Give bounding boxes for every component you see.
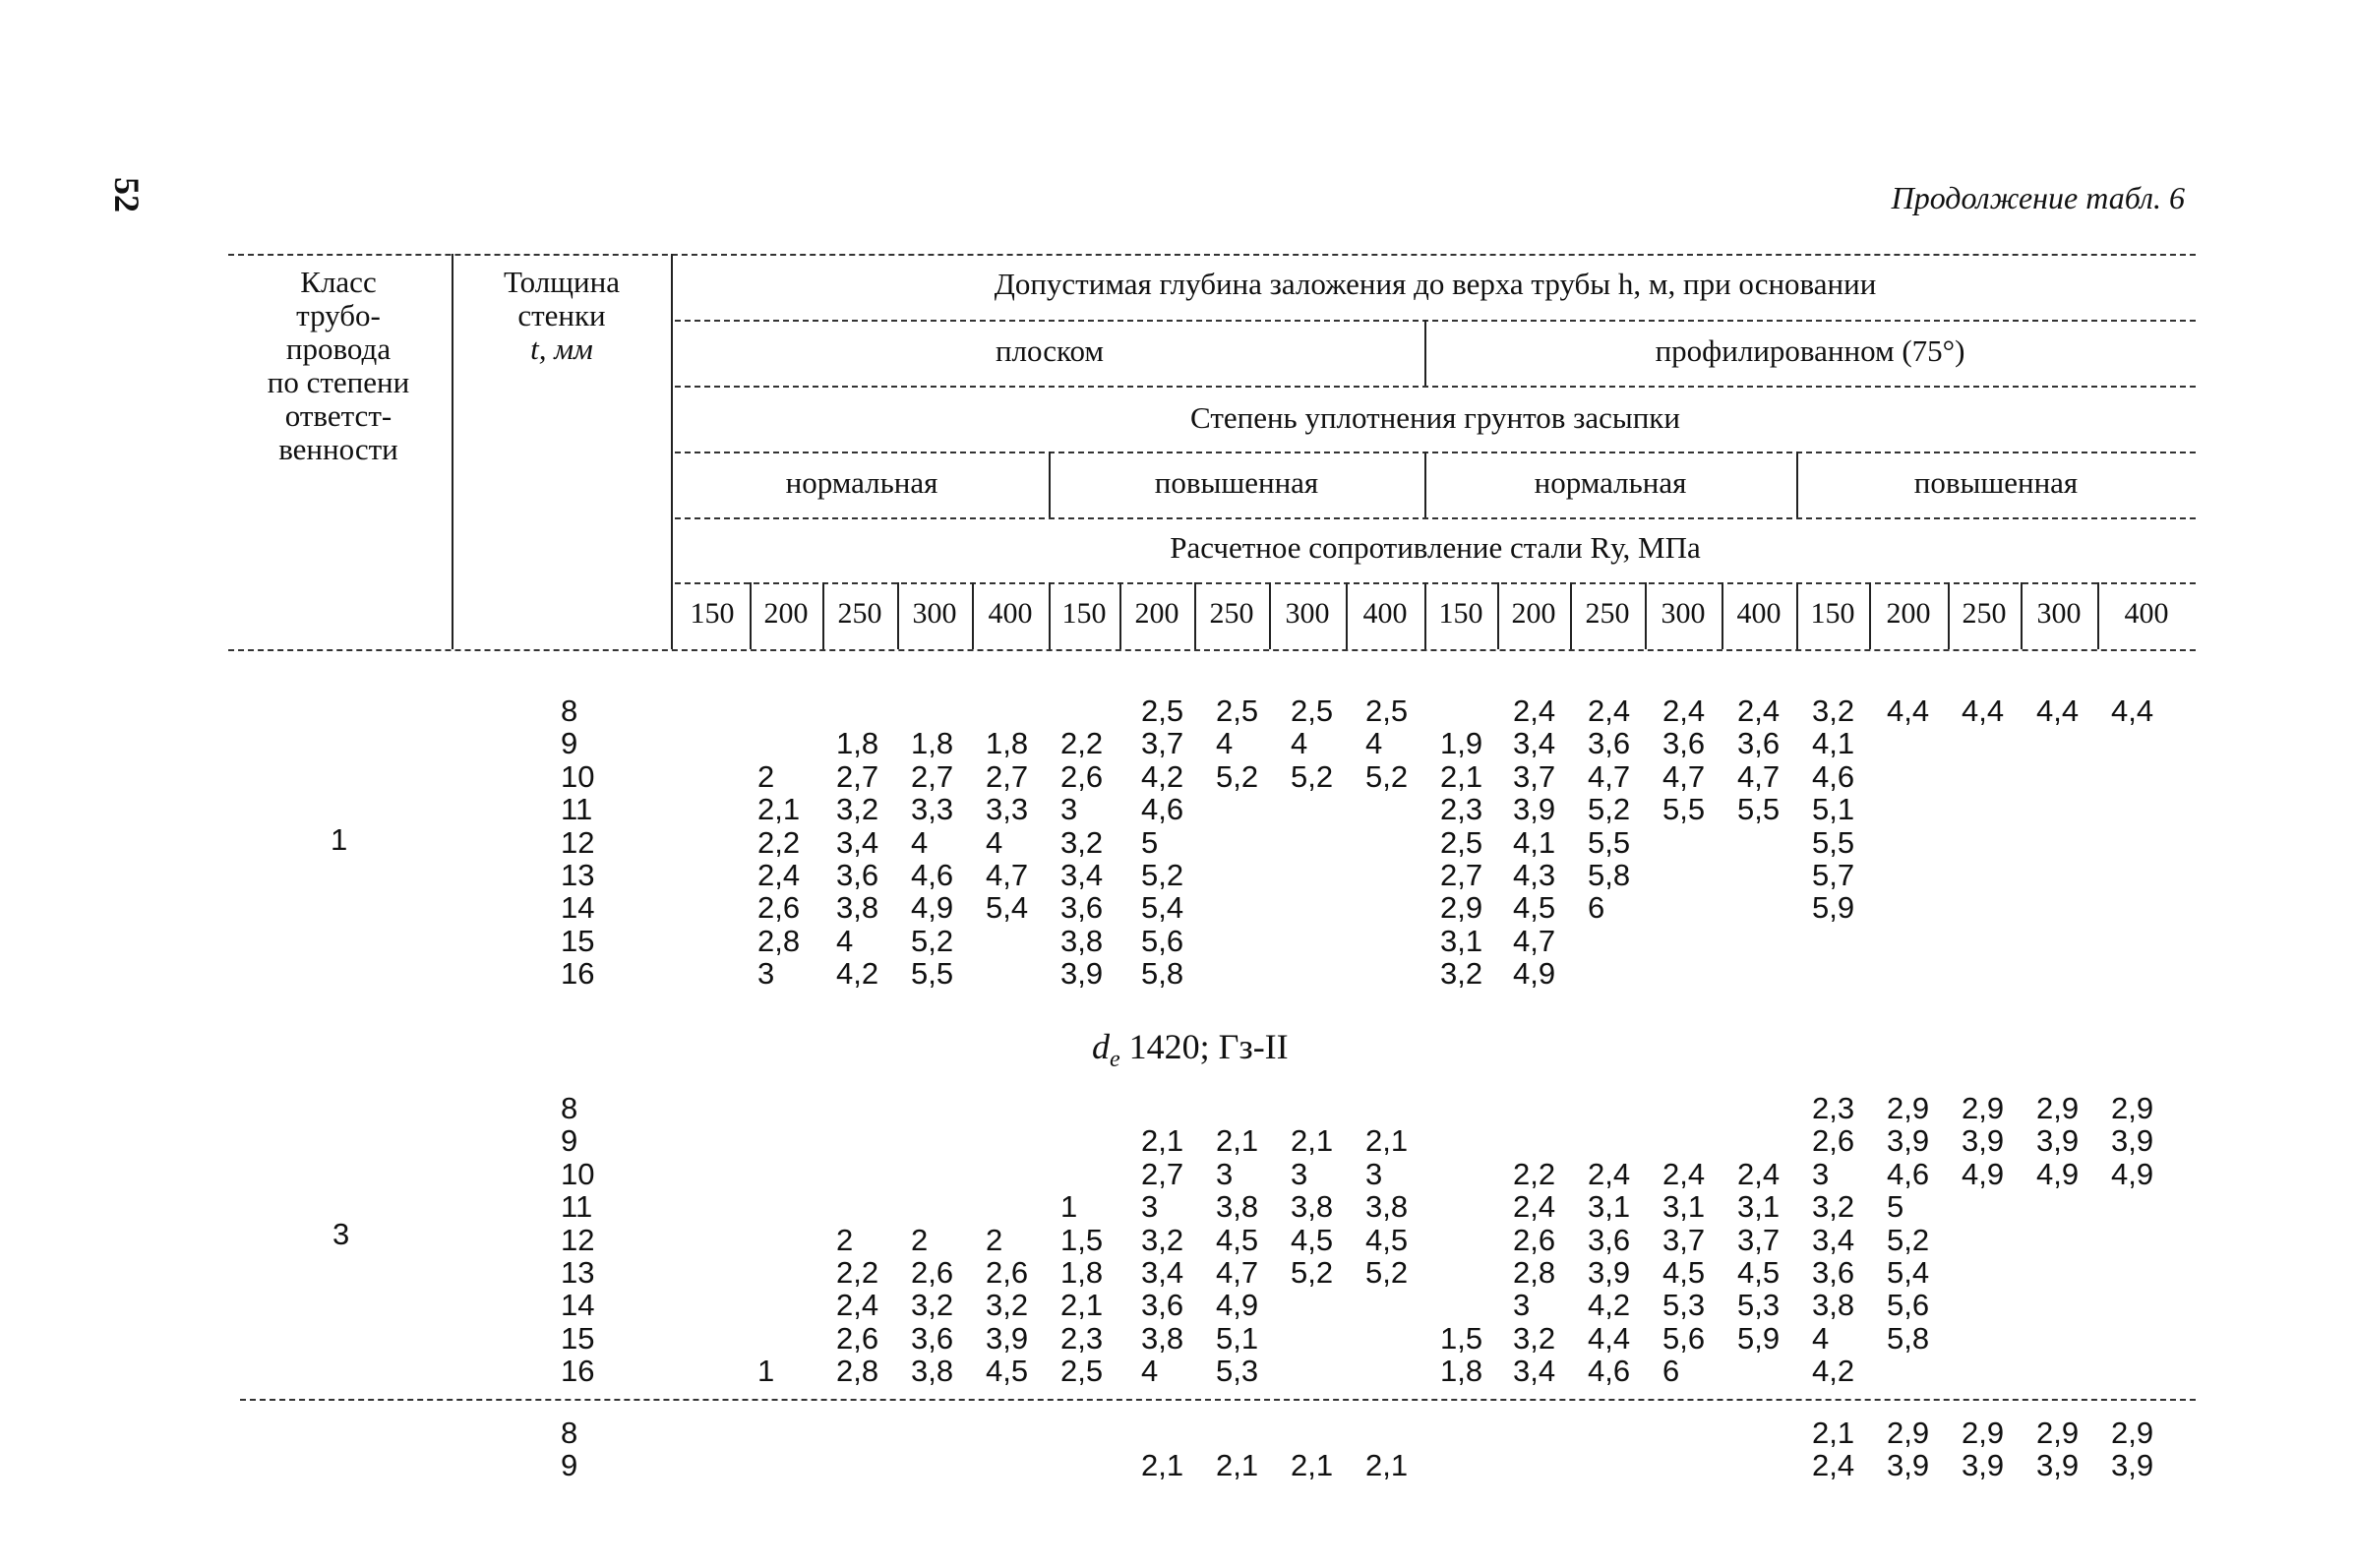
depth-value: 3,1	[1588, 1189, 1631, 1225]
depth-value: 1,8	[986, 726, 1029, 761]
ry-value: 200	[1134, 597, 1179, 630]
thickness-value: 9	[561, 726, 578, 761]
depth-value: 2,1	[1060, 1288, 1104, 1323]
depth-value: 2,2	[836, 1255, 879, 1290]
depth-value: 5,9	[1812, 890, 1855, 926]
depth-value: 4	[1365, 726, 1383, 761]
depth-value: 3,8	[836, 890, 879, 926]
depth-value: 2,5	[1365, 694, 1409, 728]
depth-value: 3,9	[1513, 792, 1556, 827]
thickness-value: 16	[561, 1354, 595, 1389]
depth-value: 3,9	[2036, 1448, 2080, 1483]
depth-value: 2,1	[1365, 1448, 1409, 1483]
depth-value: 4,5	[1365, 1222, 1409, 1257]
depth-value: 2,9	[1962, 1416, 2005, 1450]
depth-value: 5,4	[1141, 890, 1184, 926]
depth-value: 3,1	[1662, 1189, 1706, 1225]
depth-value: 4,5	[1513, 890, 1556, 926]
thickness-value: 10	[561, 1156, 595, 1191]
depth-value: 4,6	[1887, 1156, 1930, 1191]
depth-value: 5,2	[1365, 758, 1409, 794]
depth-value: 2,3	[1440, 792, 1483, 827]
depth-value: 4,6	[1812, 758, 1855, 794]
depth-value: 4,5	[986, 1354, 1029, 1389]
depth-value: 2,1	[1141, 1448, 1184, 1483]
depth-value: 3,8	[1216, 1189, 1259, 1225]
depth-value: 5,8	[1141, 956, 1184, 992]
ry-value: 250	[837, 597, 882, 630]
depth-value: 5,2	[1588, 792, 1631, 827]
header-rule	[675, 582, 2196, 584]
ry-value: 150	[1438, 597, 1483, 630]
depth-value: 2,8	[836, 1354, 879, 1389]
depth-value: 1	[1060, 1189, 1078, 1225]
ry-value: 200	[1886, 597, 1931, 630]
depth-value: 2,9	[1962, 1091, 2005, 1125]
depth-value: 2,2	[1060, 726, 1104, 761]
depth-value: 3,2	[1141, 1222, 1184, 1257]
depth-value: 3,9	[1962, 1448, 2005, 1483]
depth-value: 2,5	[1216, 694, 1259, 728]
depth-value: 5,8	[1887, 1320, 1930, 1356]
depth-value: 3	[1513, 1288, 1531, 1323]
depth-value: 3,9	[1060, 956, 1104, 992]
depth-value: 3,6	[1662, 726, 1706, 761]
depth-value: 4,7	[1588, 758, 1631, 794]
depth-value: 3,9	[1588, 1255, 1631, 1290]
depth-value: 5	[1141, 824, 1159, 860]
depth-value: 3,2	[1513, 1320, 1556, 1356]
thickness-value: 16	[561, 956, 595, 992]
depth-value: 6	[1588, 890, 1605, 926]
header-top-rule	[228, 254, 2196, 256]
depth-value: 2,3	[1060, 1320, 1104, 1356]
depth-value: 3,1	[1440, 923, 1483, 958]
depth-value: 3,6	[1588, 726, 1631, 761]
depth-value: 2,4	[1513, 694, 1556, 728]
depth-value: 3,8	[1812, 1288, 1855, 1323]
depth-value: 4,4	[1962, 694, 2005, 728]
depth-value: 5,4	[986, 890, 1029, 926]
depth-value: 2,5	[1060, 1354, 1104, 1389]
depth-value: 2,9	[1887, 1416, 1930, 1450]
depth-value: 5,6	[1141, 923, 1184, 958]
depth-value: 4,5	[1291, 1222, 1334, 1257]
depth-value: 5,2	[1141, 858, 1184, 892]
depth-value: 4,9	[1513, 956, 1556, 992]
thickness-value: 11	[561, 792, 593, 827]
header-rule	[675, 452, 2196, 453]
ry-value: 400	[1736, 597, 1782, 630]
depth-value: 3	[1291, 1156, 1308, 1191]
depth-value: 2,4	[1588, 1156, 1631, 1191]
header-compaction: Степень уплотнения грунтов засыпки	[1190, 400, 1680, 435]
depth-value: 3,6	[911, 1320, 954, 1356]
depth-value: 2	[911, 1222, 929, 1257]
depth-value: 3,8	[1365, 1189, 1409, 1225]
thickness-value: 9	[561, 1448, 578, 1483]
page-number: 52	[107, 177, 147, 212]
depth-value: 5,5	[1662, 792, 1706, 827]
ry-value: 150	[1810, 597, 1855, 630]
depth-value: 5,5	[1812, 824, 1855, 860]
depth-value: 3,8	[1291, 1189, 1334, 1225]
depth-value: 5,1	[1812, 792, 1855, 827]
depth-value: 4,7	[1216, 1255, 1259, 1290]
section-title: $d_e$ 1420; Гз-II	[1092, 1027, 1289, 1073]
depth-value: 5,2	[1216, 758, 1259, 794]
depth-value: 2,7	[986, 758, 1029, 794]
depth-value: 5	[1887, 1189, 1904, 1225]
ry-value: 150	[690, 597, 735, 630]
depth-value: 1	[757, 1354, 775, 1389]
depth-value: 3	[1060, 792, 1078, 827]
depth-value: 1,5	[1060, 1222, 1104, 1257]
depth-value: 4,1	[1812, 726, 1855, 761]
ry-value: 400	[2124, 597, 2169, 630]
depth-value: 4,3	[1513, 858, 1556, 892]
depth-value: 4,5	[1216, 1222, 1259, 1257]
depth-value: 2,1	[1141, 1123, 1184, 1159]
depth-value: 2,6	[911, 1255, 954, 1290]
depth-value: 4,9	[911, 890, 954, 926]
depth-value: 2,4	[1737, 694, 1781, 728]
depth-value: 3,9	[2111, 1123, 2154, 1159]
depth-value: 6	[1662, 1354, 1680, 1389]
depth-value: 4,6	[1141, 792, 1184, 827]
depth-value: 3,4	[1513, 726, 1556, 761]
depth-value: 5,6	[1662, 1320, 1706, 1356]
col-divider	[671, 254, 673, 649]
continuation-caption: Продолжение табл. 6	[1891, 180, 2185, 215]
col-divider	[452, 254, 453, 649]
depth-value: 2,4	[836, 1288, 879, 1323]
depth-value: 3,7	[1141, 726, 1184, 761]
depth-value: 3,8	[1141, 1320, 1184, 1356]
header-rule	[675, 320, 2196, 322]
depth-value: 2,8	[757, 923, 801, 958]
depth-value: 3,9	[1887, 1448, 1930, 1483]
depth-value: 3,6	[1588, 1222, 1631, 1257]
depth-value: 3,4	[1513, 1354, 1556, 1389]
depth-value: 2,6	[836, 1320, 879, 1356]
depth-value: 5,3	[1737, 1288, 1781, 1323]
depth-value: 1,5	[1440, 1320, 1483, 1356]
ry-value: 150	[1061, 597, 1107, 630]
depth-value: 2,6	[757, 890, 801, 926]
depth-value: 3,7	[1513, 758, 1556, 794]
header-class: Класс трубо- провода по степени ответст- венности	[267, 265, 410, 466]
depth-value: 4,2	[1588, 1288, 1631, 1323]
class-label: 3	[332, 1217, 350, 1251]
depth-value: 3,1	[1737, 1189, 1781, 1225]
ry-value: 300	[1661, 597, 1706, 630]
ry-value: 300	[2036, 597, 2082, 630]
depth-value: 2,5	[1141, 694, 1184, 728]
depth-value: 3,6	[1812, 1255, 1855, 1290]
depth-value: 4	[1216, 726, 1234, 761]
depth-value: 4	[1291, 726, 1308, 761]
thickness-value: 11	[561, 1189, 593, 1225]
depth-value: 3,4	[1141, 1255, 1184, 1290]
depth-value: 3,6	[1060, 890, 1104, 926]
depth-value: 3,9	[1962, 1123, 2005, 1159]
depth-value: 3,9	[986, 1320, 1029, 1356]
depth-value: 5,2	[1291, 1255, 1334, 1290]
depth-value: 2,7	[1440, 858, 1483, 892]
header-rule	[675, 517, 2196, 519]
depth-value: 4,2	[1141, 758, 1184, 794]
depth-value: 3,7	[1737, 1222, 1781, 1257]
header-thickness: Толщина стенки t, мм	[504, 265, 620, 366]
depth-value: 2,4	[757, 858, 801, 892]
depth-value: 3,2	[1060, 824, 1104, 860]
depth-value: 3,2	[1440, 956, 1483, 992]
depth-value: 2,1	[1216, 1448, 1259, 1483]
depth-value: 5,9	[1737, 1320, 1781, 1356]
class-label: 1	[331, 822, 348, 857]
depth-value: 5,2	[1291, 758, 1334, 794]
depth-value: 3,4	[1812, 1222, 1855, 1257]
thickness-value: 14	[561, 1288, 595, 1323]
depth-value: 5,2	[911, 923, 954, 958]
depth-value: 4,7	[1737, 758, 1781, 794]
depth-value: 3,8	[1060, 923, 1104, 958]
depth-value: 2,6	[1513, 1222, 1556, 1257]
depth-value: 4,4	[2111, 694, 2154, 728]
depth-value: 5,6	[1887, 1288, 1930, 1323]
ry-value: 200	[1511, 597, 1556, 630]
depth-value: 2,1	[1812, 1416, 1855, 1450]
depth-value: 3,4	[836, 824, 879, 860]
thickness-value: 12	[561, 824, 595, 860]
header-main: Допустимая глубина заложения до верха трубы h, м, при основании	[994, 267, 1877, 301]
thickness-value: 12	[561, 1222, 595, 1257]
depth-value: 2,5	[1440, 824, 1483, 860]
header-increased: повышенная	[1154, 465, 1319, 500]
thickness-value: 8	[561, 1416, 578, 1450]
depth-value: 5,3	[1216, 1354, 1259, 1389]
depth-value: 2	[836, 1222, 854, 1257]
depth-value: 5,5	[1737, 792, 1781, 827]
depth-value: 2,4	[1662, 694, 1706, 728]
ry-value: 400	[988, 597, 1033, 630]
thickness-value: 15	[561, 1320, 595, 1356]
depth-value: 2,6	[1812, 1123, 1855, 1159]
depth-value: 3	[1141, 1189, 1159, 1225]
thickness-value: 14	[561, 890, 595, 926]
depth-value: 3,2	[1812, 1189, 1855, 1225]
depth-value: 2,2	[1513, 1156, 1556, 1191]
depth-value: 2	[986, 1222, 1003, 1257]
depth-value: 2,4	[1513, 1189, 1556, 1225]
ry-value: 250	[1585, 597, 1630, 630]
depth-value: 5,4	[1887, 1255, 1930, 1290]
header-flat: плоском	[995, 333, 1105, 368]
depth-value: 5,5	[911, 956, 954, 992]
depth-value: 3,4	[1060, 858, 1104, 892]
depth-value: 2,6	[1060, 758, 1104, 794]
depth-value: 2,4	[1737, 1156, 1781, 1191]
depth-value: 2,1	[1365, 1123, 1409, 1159]
depth-value: 3,6	[1141, 1288, 1184, 1323]
depth-value: 1,8	[1440, 1354, 1483, 1389]
depth-value: 3,9	[2036, 1123, 2080, 1159]
depth-value: 3,2	[986, 1288, 1029, 1323]
depth-value: 4,9	[2111, 1156, 2154, 1191]
header-profiled: профилированном (75°)	[1655, 333, 1965, 368]
depth-value: 5,5	[1588, 824, 1631, 860]
depth-value: 1,8	[836, 726, 879, 761]
depth-value: 5,7	[1812, 858, 1855, 892]
depth-value: 2,3	[1812, 1091, 1855, 1125]
depth-value: 4,5	[1662, 1255, 1706, 1290]
depth-value: 2,9	[1440, 890, 1483, 926]
depth-value: 4,4	[2036, 694, 2080, 728]
depth-value: 5,2	[1365, 1255, 1409, 1290]
depth-value: 4,9	[1216, 1288, 1259, 1323]
depth-value: 2,7	[911, 758, 954, 794]
depth-value: 4	[986, 824, 1003, 860]
depth-value: 2,4	[1662, 1156, 1706, 1191]
header-bottom-rule	[228, 649, 2196, 651]
depth-value: 4,2	[1812, 1354, 1855, 1389]
depth-value: 3,8	[911, 1354, 954, 1389]
ry-value: 400	[1362, 597, 1408, 630]
depth-value: 2,4	[1812, 1448, 1855, 1483]
depth-value: 3,3	[986, 792, 1029, 827]
ry-value: 250	[1209, 597, 1254, 630]
ry-value: 300	[912, 597, 957, 630]
depth-value: 4	[911, 824, 929, 860]
depth-value: 4,5	[1737, 1255, 1781, 1290]
depth-value: 4	[1812, 1320, 1830, 1356]
depth-value: 5,3	[1662, 1288, 1706, 1323]
header-normal: нормальная	[785, 465, 938, 500]
depth-value: 3,2	[1812, 694, 1855, 728]
depth-value: 3,2	[911, 1288, 954, 1323]
depth-value: 5,8	[1588, 858, 1631, 892]
thickness-value: 13	[561, 1255, 595, 1290]
depth-value: 2,7	[1141, 1156, 1184, 1191]
depth-value: 4,7	[1513, 923, 1556, 958]
depth-value: 2,1	[757, 792, 801, 827]
depth-value: 2,9	[1887, 1091, 1930, 1125]
ry-value: 250	[1962, 597, 2007, 630]
depth-value: 3,6	[1737, 726, 1781, 761]
block-separator	[240, 1399, 2196, 1401]
depth-value: 5,2	[1887, 1222, 1930, 1257]
depth-value: 3	[1812, 1156, 1830, 1191]
depth-value: 4,9	[1962, 1156, 2005, 1191]
depth-value: 3,9	[2111, 1448, 2154, 1483]
thickness-value: 8	[561, 694, 578, 728]
header-increased: повышенная	[1913, 465, 2079, 500]
depth-value: 2,9	[2036, 1416, 2080, 1450]
depth-value: 1,8	[1060, 1255, 1104, 1290]
depth-value: 3	[757, 956, 775, 992]
thickness-value: 9	[561, 1123, 578, 1159]
thickness-value: 10	[561, 758, 595, 794]
depth-value: 4	[1141, 1354, 1159, 1389]
depth-value: 3,9	[1887, 1123, 1930, 1159]
depth-value: 4,6	[911, 858, 954, 892]
depth-value: 2,9	[2111, 1416, 2154, 1450]
depth-value: 2,1	[1440, 758, 1483, 794]
header-rule	[675, 386, 2196, 388]
depth-value: 3,2	[836, 792, 879, 827]
depth-value: 5,1	[1216, 1320, 1259, 1356]
depth-value: 2,5	[1291, 694, 1334, 728]
depth-value: 4,2	[836, 956, 879, 992]
depth-value: 2,7	[836, 758, 879, 794]
depth-value: 3,6	[836, 858, 879, 892]
depth-value: 2,1	[1291, 1123, 1334, 1159]
depth-value: 3,3	[911, 792, 954, 827]
depth-value: 2,6	[986, 1255, 1029, 1290]
thickness-value: 13	[561, 858, 595, 892]
depth-value: 1,9	[1440, 726, 1483, 761]
depth-value: 4,7	[1662, 758, 1706, 794]
depth-value: 4	[836, 923, 854, 958]
thickness-value: 8	[561, 1091, 578, 1125]
header-normal: нормальная	[1534, 465, 1687, 500]
depth-value: 2,2	[757, 824, 801, 860]
depth-value: 1,8	[911, 726, 954, 761]
depth-value: 4,6	[1588, 1354, 1631, 1389]
ry-value: 200	[763, 597, 809, 630]
ry-value: 300	[1285, 597, 1330, 630]
depth-value: 4,4	[1887, 694, 1930, 728]
depth-value: 2,1	[1216, 1123, 1259, 1159]
depth-value: 2	[757, 758, 775, 794]
thickness-value: 15	[561, 923, 595, 958]
depth-value: 3,7	[1662, 1222, 1706, 1257]
depth-value: 3	[1216, 1156, 1234, 1191]
depth-value: 2,8	[1513, 1255, 1556, 1290]
depth-value: 4,1	[1513, 824, 1556, 860]
depth-value: 4,7	[986, 858, 1029, 892]
depth-value: 2,9	[2111, 1091, 2154, 1125]
depth-value: 2,9	[2036, 1091, 2080, 1125]
depth-value: 2,1	[1291, 1448, 1334, 1483]
header-resistance: Расчетное сопротивление стали Rу, МПа	[1170, 530, 1701, 565]
depth-value: 4,9	[2036, 1156, 2080, 1191]
depth-value: 2,4	[1588, 694, 1631, 728]
depth-value: 3	[1365, 1156, 1383, 1191]
depth-value: 4,4	[1588, 1320, 1631, 1356]
